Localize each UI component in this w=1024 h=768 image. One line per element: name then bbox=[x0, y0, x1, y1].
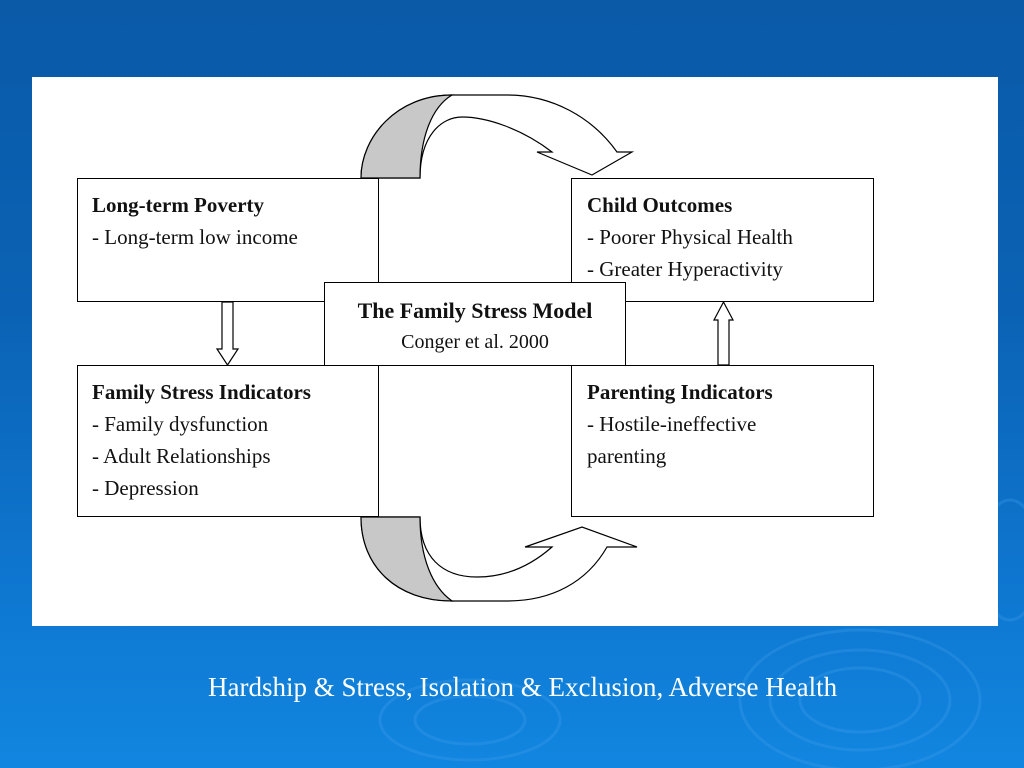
parenting-item: - Hostile-ineffective bbox=[587, 412, 757, 436]
long-term-poverty-title: Long-term Poverty bbox=[92, 193, 265, 217]
slide-caption: Hardship & Stress, Isolation & Exclusion, Adverse Health bbox=[208, 672, 838, 702]
family-stress-indicators-title: Family Stress Indicators bbox=[92, 380, 311, 404]
arrow-down-icon bbox=[217, 302, 238, 365]
bottom-curved-arrow bbox=[361, 517, 637, 601]
long-term-poverty-item: - Long-term low income bbox=[92, 225, 298, 249]
family-stress-model-box bbox=[324, 282, 626, 366]
top-curved-arrow bbox=[361, 95, 632, 178]
family-stress-item: - Family dysfunction bbox=[92, 412, 269, 436]
model-citation: Conger et al. 2000 bbox=[401, 331, 549, 353]
arrow-up-icon bbox=[714, 302, 733, 365]
child-outcomes-title: Child Outcomes bbox=[587, 193, 733, 217]
parenting-indicators-title: Parenting Indicators bbox=[587, 380, 773, 404]
family-stress-item: - Adult Relationships bbox=[92, 444, 271, 468]
parenting-item: parenting bbox=[587, 444, 667, 468]
diagram-panel bbox=[32, 77, 998, 626]
family-stress-item: - Depression bbox=[92, 476, 199, 500]
child-outcomes-item: - Poorer Physical Health bbox=[587, 225, 793, 249]
child-outcomes-item: - Greater Hyperactivity bbox=[587, 257, 783, 281]
parenting-indicators-box bbox=[571, 365, 874, 517]
model-title: The Family Stress Model bbox=[357, 298, 593, 323]
family-stress-indicators-box bbox=[77, 365, 379, 517]
